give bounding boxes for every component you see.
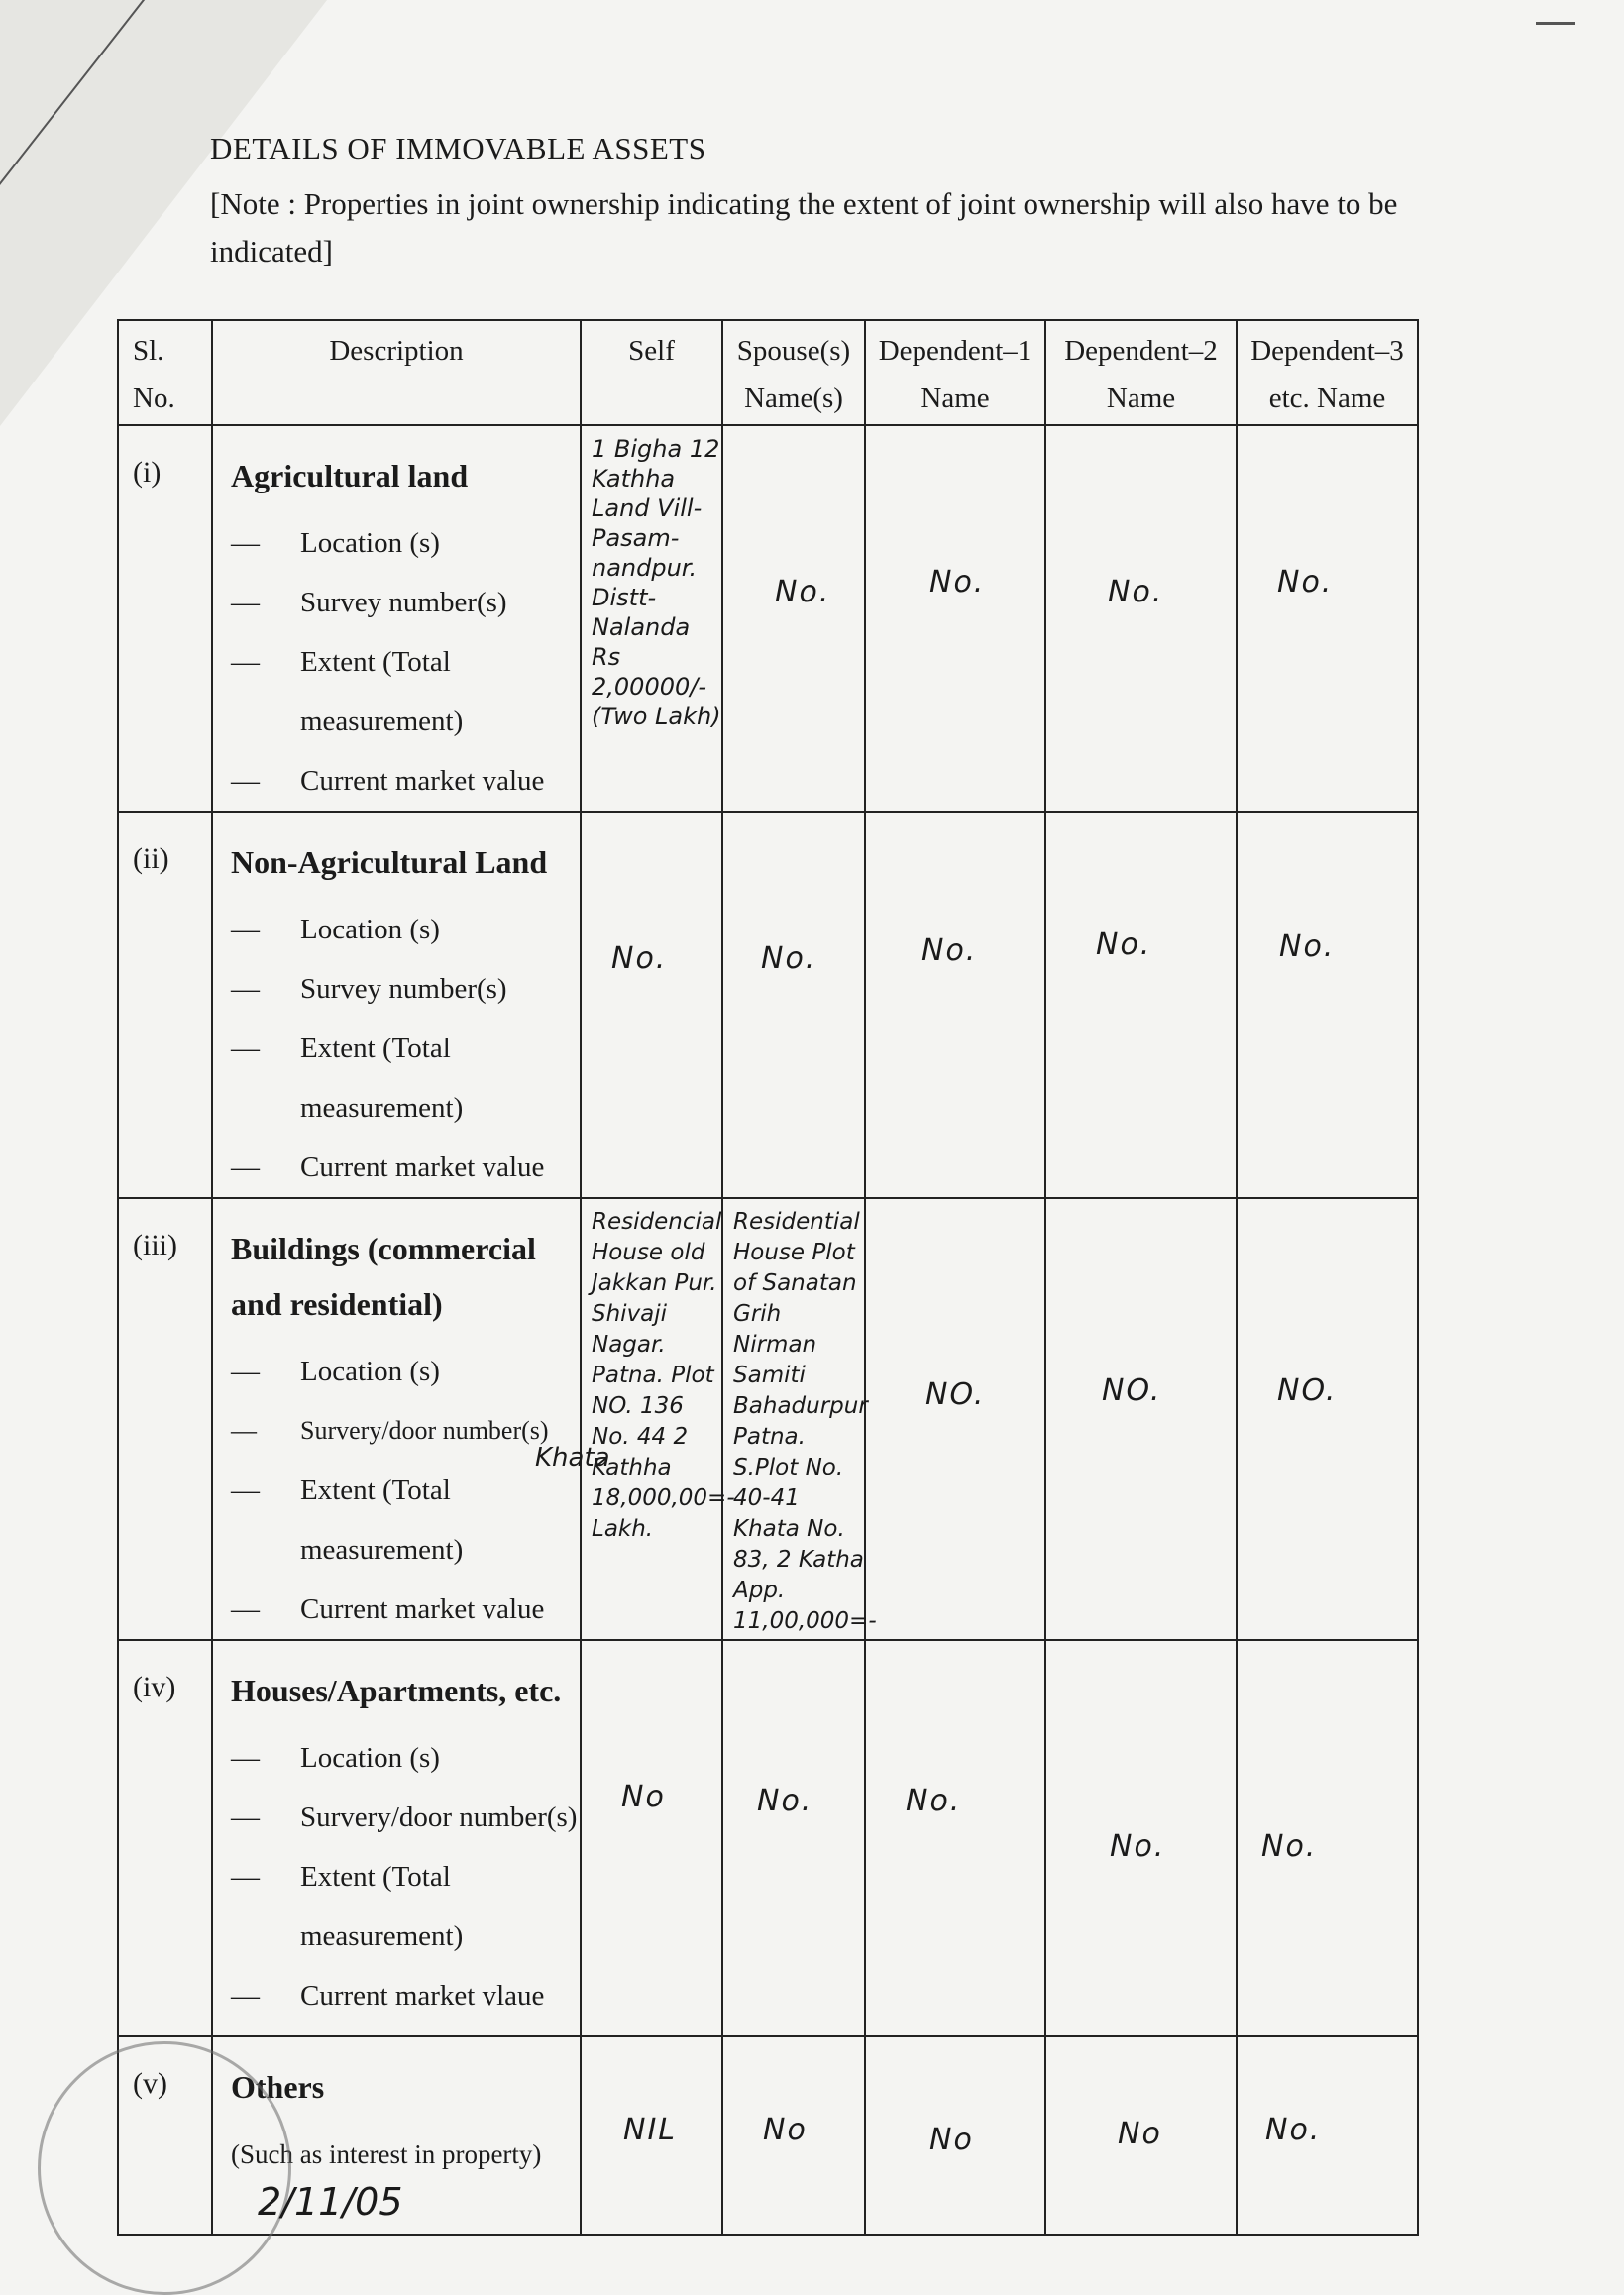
handwritten-entry: Residential House Plot of Sanatan Grih Nirman Samiti Bahadurpur Patna. S.Plot No. 40-41 Khata No. 83, 2 Katha App. 11,00,000=- (733, 1209, 877, 1634)
row-item: — Extent (Total (231, 646, 451, 678)
dependent-2-cell (1045, 425, 1237, 812)
table-row (118, 1198, 1418, 1640)
dependent-3-cell (1237, 1640, 1418, 2036)
office-stamp (38, 2041, 291, 2295)
dependent-3-cell (1237, 425, 1418, 812)
spouse-cell (722, 425, 865, 812)
row-item: (Such as interest in property) (231, 2139, 542, 2169)
dependent-1-cell (865, 425, 1045, 812)
header-description: Description (212, 320, 581, 425)
dependent-1-cell (865, 812, 1045, 1198)
row-item: measurement) (300, 706, 464, 737)
row-category: Houses/Apartments, etc. (231, 1673, 562, 1708)
handwritten-entry: No. (921, 933, 978, 968)
dependent-2-cell (1045, 2036, 1237, 2235)
row-item: measurement) (300, 1534, 464, 1566)
table-header-row (118, 320, 1418, 425)
dependent-3-cell (1237, 1198, 1418, 1640)
spouse-cell (722, 1640, 865, 2036)
header-dependent-3: Dependent–3 etc. Name (1237, 320, 1418, 425)
row-item: — Survey number(s) (231, 973, 507, 1005)
row-description (212, 1198, 581, 1640)
handwritten-entry: No. (775, 575, 831, 609)
self-cell (581, 1198, 735, 1640)
spouse-cell (722, 1198, 877, 1640)
row-description (212, 1640, 581, 2036)
row-sl: (v) (118, 2036, 212, 2235)
row-item: — Location (s) (231, 1356, 440, 1387)
handwritten-entry: NO. (925, 1377, 986, 1412)
row-item: — Location (s) (231, 527, 440, 559)
handwritten-entry: NO. (1277, 1373, 1338, 1408)
handwritten-entry: No. (1108, 575, 1164, 609)
spouse-cell (722, 2036, 865, 2235)
spouse-cell (722, 812, 865, 1198)
row-sl: (iv) (118, 1640, 212, 2036)
handwritten-entry: No (763, 2113, 808, 2147)
row-item: — Extent (Total (231, 1033, 451, 1064)
handwritten-entry: No (929, 2123, 974, 2157)
row-sl: (ii) (118, 812, 212, 1198)
corner-mark (1536, 22, 1575, 25)
assets-table (117, 319, 1419, 2236)
row-item: — Survey number(s) (231, 587, 507, 618)
handwritten-entry: NO. (1102, 1373, 1162, 1408)
header-self: Self (581, 320, 722, 425)
row-item: — Current market value (231, 1593, 545, 1625)
row-item: — Survery/door number(s) (231, 1416, 549, 1445)
row-sl: (i) (118, 425, 212, 812)
self-cell (581, 2036, 722, 2235)
note-text: [Note : Properties in joint ownership indicating the extent of joint ownership will also have to be indicated] (210, 186, 1398, 269)
header-spouse: Spouse(s) Name(s) (722, 320, 865, 425)
handwritten-entry: No. (757, 1784, 813, 1818)
handwritten-entry: No. (1261, 1829, 1318, 1864)
row-category: Others (231, 2069, 325, 2105)
row-item: — Extent (Total (231, 1475, 451, 1506)
header-dependent-2: Dependent–2 Name (1045, 320, 1237, 425)
dependent-1-cell (865, 2036, 1045, 2235)
row-item: — Current market value (231, 765, 545, 797)
row-item: — Location (s) (231, 914, 440, 945)
table-row (118, 425, 1418, 812)
handwritten-entry: 1 Bigha 12 Kathha Land Vill-Pasam-nandpur. Distt-Nalanda Rs 2,00000/- (Two Lakh) (592, 435, 721, 730)
handwritten-entry: NIL (623, 2113, 678, 2147)
handwritten-entry: Residencial House old Jakkan Pur. Shivaji Nagar. Patna. Plot NO. 136 No. 44 2 Kathha 18,000,00=- Lakh. (592, 1209, 735, 1542)
handwritten-entry: No. (761, 941, 817, 976)
dependent-2-cell (1045, 1198, 1237, 1640)
self-cell (581, 425, 722, 812)
table-row (118, 812, 1418, 1198)
dependent-3-cell (1237, 812, 1418, 1198)
row-description (212, 425, 581, 812)
row-item: — Current market vlaue (231, 1980, 545, 2012)
handwritten-entry: No. (1277, 565, 1334, 600)
dependent-3-cell (1237, 2036, 1418, 2235)
self-cell (581, 1640, 722, 2036)
row-description (212, 812, 581, 1198)
row-item: — Current market value (231, 1151, 545, 1183)
handwritten-entry: No. (1110, 1829, 1166, 1864)
row-item: measurement) (300, 1092, 464, 1124)
header-sl: Sl. No. (118, 320, 212, 425)
row-item: measurement) (300, 1920, 464, 1952)
khata-annotation: Khata (535, 1443, 610, 1473)
handwritten-entry: No (621, 1780, 666, 1814)
row-item: — Extent (Total (231, 1861, 451, 1893)
handwritten-entry: No. (1265, 2113, 1322, 2147)
page-title: DETAILS OF IMMOVABLE ASSETS (210, 131, 706, 165)
dependent-1-cell (865, 1198, 1045, 1640)
handwritten-entry: No (1118, 2117, 1162, 2151)
handwritten-entry: No. (1096, 928, 1152, 962)
row-category: Buildings (commercial and residential) (231, 1231, 536, 1322)
dependent-1-cell (865, 1640, 1045, 2036)
dependent-2-cell (1045, 1640, 1237, 2036)
signature-date: 2/11/05 (258, 2180, 403, 2224)
dependent-2-cell (1045, 812, 1237, 1198)
row-sl: (iii) (118, 1198, 212, 1640)
table-row (118, 1640, 1418, 2036)
row-category: Non-Agricultural Land (231, 844, 548, 880)
header-dependent-1: Dependent–1 Name (865, 320, 1045, 425)
row-category: Agricultural land (231, 458, 469, 493)
row-item: — Survery/door number(s) (231, 1802, 578, 1833)
handwritten-entry: No. (906, 1784, 962, 1818)
handwritten-entry: No. (611, 941, 668, 976)
handwritten-entry: No. (929, 565, 986, 600)
self-cell (581, 812, 722, 1198)
row-item: — Location (s) (231, 1742, 440, 1774)
handwritten-entry: No. (1279, 929, 1336, 964)
